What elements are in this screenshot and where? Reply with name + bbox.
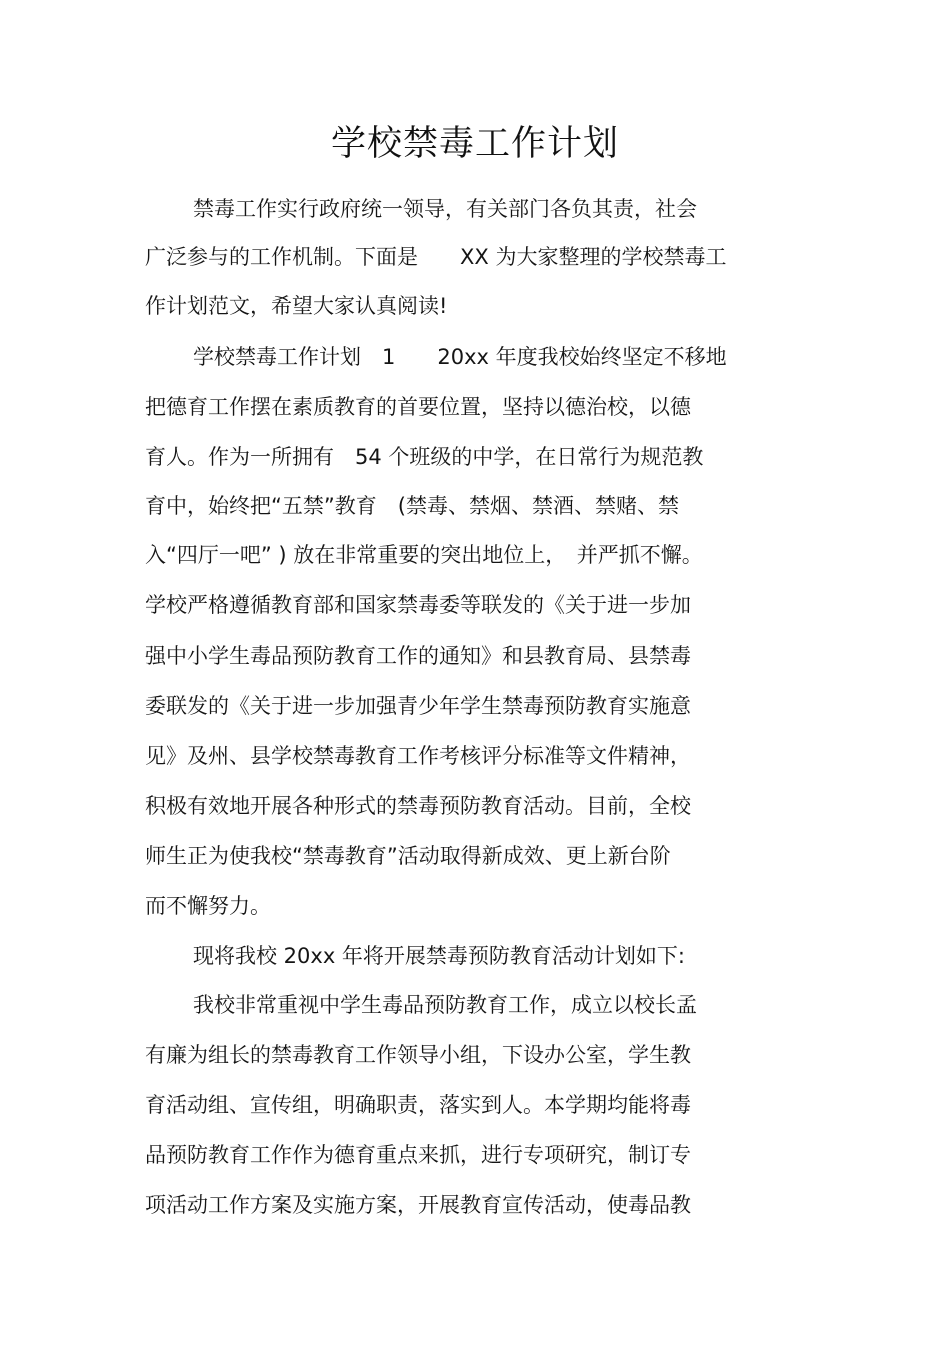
text-line: 广泛参与的工作机制。下面是 XX 为大家整理的学校禁毒工 [145, 245, 727, 269]
text-line: 把德育工作摆在素质教育的首要位置，坚持以德治校，以德 [145, 395, 691, 419]
text-line: 禁毒工作实行政府统一领导，有关部门各负其责，社会 [193, 197, 697, 221]
text-line: 而不懈努力。 [145, 894, 271, 918]
text-line: 学校严格遵循教育部和国家禁毒委等联发的《关于进一步加 [145, 593, 691, 617]
text-line: 项活动工作方案及实施方案，开展教育宣传活动，使毒品教 [145, 1193, 691, 1217]
text-line: 学校禁毒工作计划 1 20xx 年度我校始终坚定不移地 [193, 345, 727, 369]
text-line: 委联发的《关于进一步加强青少年学生禁毒预防教育实施意 [145, 694, 691, 718]
text-line: 育中，始终把“五禁”教育 (禁毒、禁烟、禁酒、禁赌、禁 [145, 494, 679, 518]
text-line: 见》及州、县学校禁毒教育工作考核评分标准等文件精神， [145, 744, 691, 768]
text-line: 强中小学生毒品预防教育工作的通知》和县教育局、县禁毒 [145, 644, 691, 668]
text-line: 入“四厅一吧” ) 放在非常重要的突出地位上， 并严抓不懈。 [145, 543, 703, 567]
text-line: 积极有效地开展各种形式的禁毒预防教育活动。目前，全校 [145, 794, 691, 818]
text-line: 有廉为组长的禁毒教育工作领导小组，下设办公室，学生教 [145, 1043, 691, 1067]
text-line: 我校非常重视中学生毒品预防教育工作，成立以校长孟 [193, 993, 697, 1017]
text-line: 品预防教育工作作为德育重点来抓，进行专项研究，制订专 [145, 1143, 691, 1167]
text-line: 作计划范文，希望大家认真阅读! [145, 294, 448, 318]
text-line: 育人。作为一所拥有 54 个班级的中学，在日常行为规范教 [145, 445, 704, 469]
text-line: 现将我校 20xx 年将开展禁毒预防教育活动计划如下: [193, 944, 686, 968]
document-title: 学校禁毒工作计划 [330, 124, 619, 164]
text-line: 师生正为使我校“禁毒教育”活动取得新成效、更上新台阶 [145, 844, 671, 868]
text-line: 育活动组、宣传组，明确职责，落实到人。本学期均能将毒 [145, 1093, 691, 1117]
